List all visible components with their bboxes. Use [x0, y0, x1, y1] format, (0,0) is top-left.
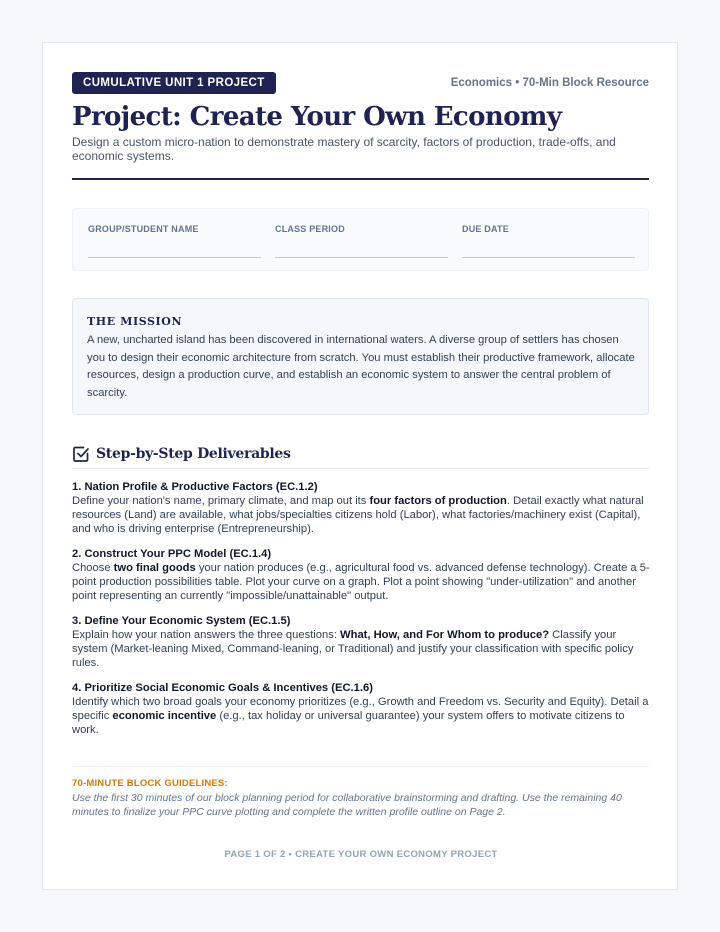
deliverable-item	[72, 480, 652, 536]
field-due-date[interactable]	[462, 209, 635, 272]
deliverable-text: Identify which two broad goals your economy prioritizes (e.g., Growth and Freedom vs. Security and Equity). Detail a specific economic incentive (e.g., tax holiday or universal guarantee) your system offers to motivate citizens to work.	[72, 696, 649, 736]
mission-title: THE MISSION	[87, 315, 183, 328]
field-line-student-name[interactable]	[88, 257, 261, 258]
guidelines-title: 70-MINUTE BLOCK GUIDELINES:	[72, 778, 228, 789]
deliverables-header	[72, 443, 649, 469]
field-label-student-name: GROUP/STUDENT NAME	[88, 224, 199, 234]
deliverable-item	[72, 681, 652, 737]
info-fields	[72, 208, 649, 271]
deliverable-text: Choose two final goods your nation produces (e.g., agricultural food vs. advanced defense technology). Create a 5-point production possibilities table. Plot your curve on a graph. Plot a point showing "under-utilization" and another point representing an currently "impossible/unattainable" output.	[72, 562, 650, 602]
deliverable-title: 3. Define Your Economic System (EC.1.5)	[72, 615, 291, 627]
field-line-due-date[interactable]	[462, 257, 635, 258]
deliverable-item	[72, 614, 652, 670]
header-bar	[72, 72, 649, 94]
field-student-name[interactable]	[88, 209, 261, 272]
project-sheet	[42, 42, 678, 890]
deliverables-title: Step-by-Step Deliverables	[96, 446, 291, 462]
page-title: Project: Create Your Own Economy	[72, 102, 562, 132]
deliverable-title: 2. Construct Your PPC Model (EC.1.4)	[72, 548, 272, 560]
deliverable-title: 1. Nation Profile & Productive Factors (EC.1.2)	[72, 481, 318, 493]
page-footer: PAGE 1 OF 2 • CREATE YOUR OWN ECONOMY PROJECT	[224, 849, 498, 860]
deliverable-text: Define your nation's name, primary climate, and map out its four factors of production. Detail exactly what natural resources (Land) are available, what jobs/specialties citizens hold (Labor), what factories/machinery exist (Capital), and who is driving enterprise (Entrepreneurship).	[72, 495, 644, 535]
deliverable-item	[72, 547, 652, 603]
course-meta: Economics • 70-Min Block Resource	[450, 77, 649, 89]
deliverable-title: 4. Prioritize Social Economic Goals & Incentives (EC.1.6)	[72, 682, 373, 694]
mission-box	[72, 298, 649, 415]
field-class-period[interactable]	[275, 209, 448, 272]
mission-text: A new, uncharted island has been discovered in international waters. A diverse group of settlers has chosen you to design their economic architecture from scratch. You must establish their productive framework, allocate resources, design a production curve, and establish an economic system to answer the central problem of scarcity.	[87, 334, 635, 399]
page-subtitle: Design a custom micro-nation to demonstrate mastery of scarcity, factors of production, trade-offs, and economic systems.	[72, 135, 616, 163]
field-line-class-period[interactable]	[275, 257, 448, 258]
field-label-due-date: DUE DATE	[462, 224, 509, 234]
checkbox-icon	[72, 445, 90, 463]
deliverable-text: Explain how your nation answers the three questions: What, How, and For Whom to produce? Classify your system (Market-leaning Mixed, Command-leaning, or Traditional) and justify your classification with specific policy rules.	[72, 629, 634, 669]
unit-badge: CUMULATIVE UNIT 1 PROJECT	[72, 72, 276, 94]
field-label-class-period: CLASS PERIOD	[275, 224, 345, 234]
title-divider	[72, 178, 649, 180]
guidelines-divider	[72, 766, 649, 767]
guidelines-text: Use the first 30 minutes of our block planning period for collaborative brainstorming and drafting. Use the remaining 40 minutes to finalize your PPC curve plotting and complete the written profile outline on Page 2.	[72, 792, 622, 818]
